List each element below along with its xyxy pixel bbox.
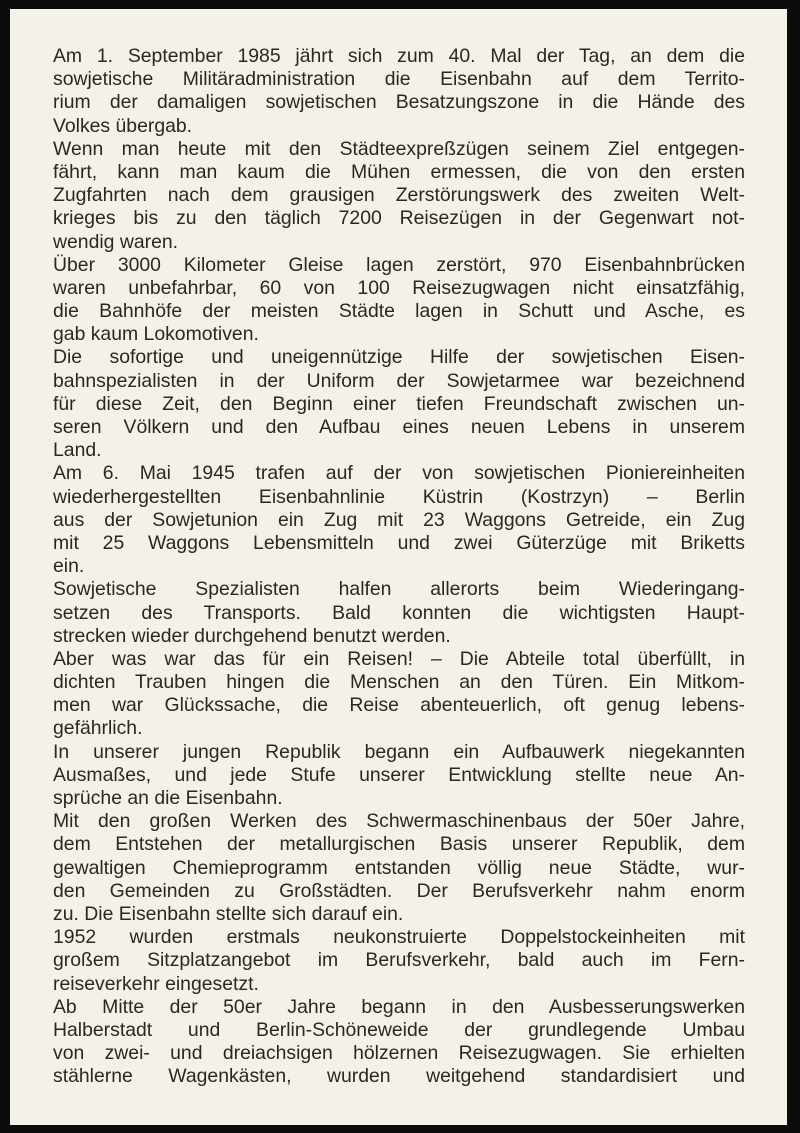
text-line: Halberstadt und Berlin-Schöneweide der grundlegende Umbau bbox=[53, 1018, 745, 1041]
text-line: rium der damaligen sowjetischen Besatzungszone in die Hände des bbox=[53, 91, 745, 114]
text-line: zu. Die Eisenbahn stellte sich darauf ein. bbox=[53, 902, 404, 925]
text-line: sowjetische Militäradministration die Eisenbahn auf dem Territo- bbox=[53, 68, 745, 91]
paragraph bbox=[53, 741, 745, 811]
text-line: wendig waren. bbox=[53, 230, 179, 253]
text-line: Wenn man heute mit den Städteexpreßzügen seinem Ziel entgegen- bbox=[53, 137, 745, 160]
text-line: Aber was war das für ein Reisen! – Die Abteile total überfüllt, in bbox=[53, 647, 745, 670]
text-line: Am 1. September 1985 jährt sich zum 40. Mal der Tag, an dem die bbox=[53, 45, 745, 67]
text-line: waren unbefahrbar, 60 von 100 Reisezugwagen nicht einsatzfähig, bbox=[53, 276, 745, 299]
text-line: fährt, kann man kaum die Mühen ermessen, die von den ersten bbox=[53, 160, 745, 183]
text-line: ein. bbox=[53, 555, 85, 578]
text-line: sprüche an die Eisenbahn. bbox=[53, 787, 283, 809]
text-line: In unserer jungen Republik begann ein Aufbauwerk niegekannten bbox=[53, 740, 745, 763]
text-line: von zwei- und dreiachsigen hölzernen Reisezugwagen. Sie erhielten bbox=[53, 1042, 745, 1065]
text-line: Zugfahrten nach dem grausigen Zerstörungswerk des zweiten Welt- bbox=[53, 184, 745, 207]
text-line: aus der Sowjetunion ein Zug mit 23 Waggons Getreide, ein Zug bbox=[53, 508, 745, 531]
paragraph bbox=[53, 996, 745, 1089]
text-line: gab kaum Lokomotiven. bbox=[53, 323, 259, 346]
text-line: setzen des Transports. Bald konnten die wichtigsten Haupt- bbox=[53, 601, 745, 624]
paragraph bbox=[53, 926, 745, 996]
text-line: strecken wieder durchgehend benutzt werden. bbox=[53, 624, 451, 647]
text-line: gewaltigen Chemieprogramm entstanden völlig neue Städte, wur- bbox=[53, 856, 745, 879]
document-page bbox=[10, 9, 787, 1125]
text-line: wiederhergestellten Eisenbahnlinie Küstrin (Kostrzyn) – Berlin bbox=[53, 485, 745, 508]
article-body bbox=[53, 45, 745, 1088]
text-line: Am 6. Mai 1945 trafen auf der von sowjetischen Pioniereinheiten bbox=[53, 462, 745, 485]
text-line: Über 3000 Kilometer Gleise lagen zerstört, 970 Eisenbahnbrücken bbox=[53, 253, 745, 276]
text-line: seren Völkern und den Aufbau eines neuen Lebens in unserem bbox=[53, 416, 745, 438]
text-line: für diese Zeit, den Beginn einer tiefen Freundschaft zwischen un- bbox=[53, 392, 745, 415]
text-line: stählerne Wagenkästen, wurden weitgehend standardisiert und bbox=[53, 1065, 745, 1088]
text-line: den Gemeinden zu Großstädten. Der Berufsverkehr nahm enorm bbox=[53, 879, 745, 902]
text-line: Sowjetische Spezialisten halfen allerorts beim Wiederingang- bbox=[53, 578, 745, 601]
text-line: die Bahnhöfe der meisten Städte lagen in Schutt und Asche, es bbox=[53, 300, 745, 323]
text-line: Ausmaßes, und jede Stufe unserer Entwicklung stellte neue An- bbox=[53, 763, 745, 786]
text-line: Die sofortige und uneigennützige Hilfe der sowjetischen Eisen- bbox=[53, 346, 745, 369]
text-line: Ab Mitte der 50er Jahre begann in den Ausbesserungswerken bbox=[53, 995, 745, 1018]
text-line: großem Sitzplatzangebot im Berufsverkehr, bald auch im Fern- bbox=[53, 949, 745, 972]
text-line: krieges bis zu den täglich 7200 Reisezügen in der Gegenwart not- bbox=[53, 207, 745, 230]
paragraph bbox=[53, 45, 745, 138]
paragraph bbox=[53, 578, 745, 648]
text-line: Land. bbox=[53, 439, 102, 462]
text-line: reiseverkehr eingesetzt. bbox=[53, 972, 259, 995]
text-line: dichten Trauben hingen die Menschen an den Türen. Ein Mitkom- bbox=[53, 671, 745, 694]
text-line: Mit den großen Werken des Schwermaschinenbaus der 50er Jahre, bbox=[53, 810, 745, 833]
text-line: men war Glückssache, die Reise abenteuerlich, oft genug lebens- bbox=[53, 694, 745, 717]
paragraph bbox=[53, 254, 745, 347]
text-line: mit 25 Waggons Lebensmitteln und zwei Güterzüge mit Briketts bbox=[53, 531, 745, 554]
text-line: dem Entstehen der metallurgischen Basis unserer Republik, dem bbox=[53, 833, 745, 856]
paragraph bbox=[53, 346, 745, 462]
text-line: 1952 wurden erstmals neukonstruierte Doppelstockeinheiten mit bbox=[53, 926, 745, 949]
paragraph bbox=[53, 648, 745, 741]
paragraph bbox=[53, 810, 745, 926]
paragraph bbox=[53, 138, 745, 254]
paragraph bbox=[53, 462, 745, 578]
text-line: gefährlich. bbox=[53, 717, 143, 740]
text-line: Volkes übergab. bbox=[53, 114, 193, 137]
text-line: bahnspezialisten in der Uniform der Sowjetarmee war bezeichnend bbox=[53, 369, 745, 392]
